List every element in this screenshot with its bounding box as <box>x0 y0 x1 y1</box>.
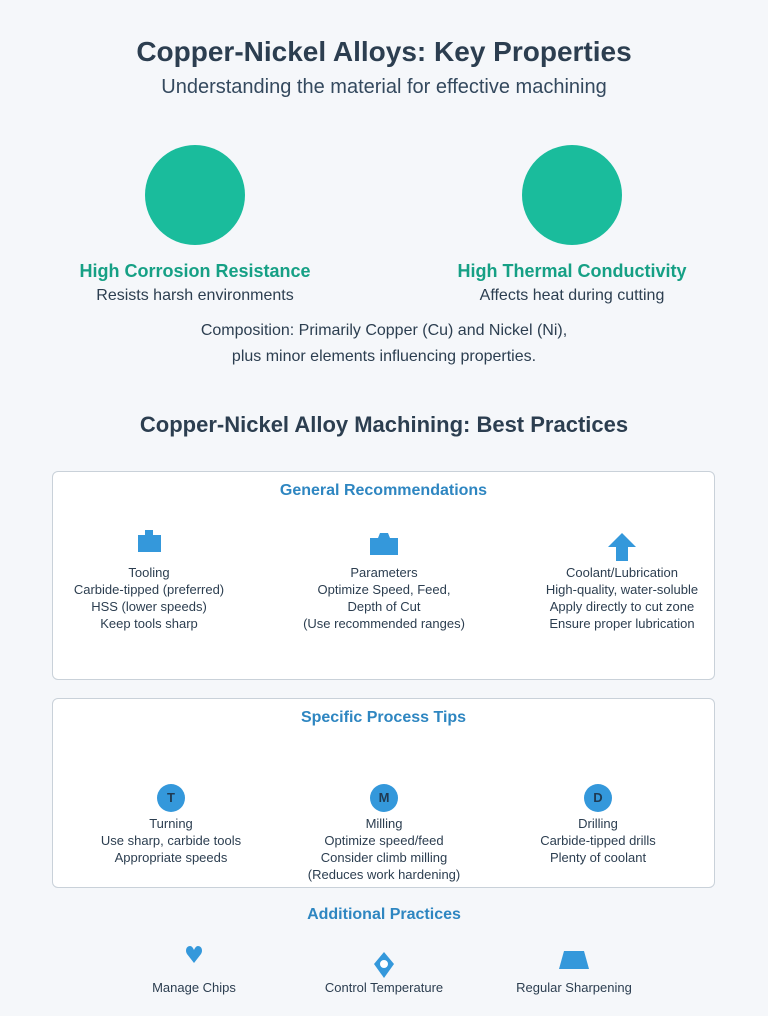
turning-badge-icon: T <box>157 784 185 812</box>
tool-icon <box>137 529 163 553</box>
tooling-line: Carbide-tipped (preferred) <box>73 582 225 597</box>
milling-line: Optimize speed/feed <box>324 833 444 848</box>
drilling-line: Plenty of coolant <box>549 850 647 865</box>
page-subtitle: Understanding the material for effective machining <box>161 76 607 98</box>
drilling-heading: Drilling <box>578 816 618 831</box>
thermal-circle-icon <box>522 145 622 245</box>
milling-line: (Reduces work hardening) <box>307 867 461 882</box>
arrow-up-icon <box>607 532 637 562</box>
regular-sharpening-label: Regular Sharpening <box>516 980 632 995</box>
control-temperature-label: Control Temperature <box>324 980 444 995</box>
temperature-icon <box>373 951 395 979</box>
process-tips-card <box>52 698 715 888</box>
parameters-column <box>274 564 494 632</box>
tooling-heading: Tooling <box>128 565 170 580</box>
property-desc-thermal: Affects heat during cutting <box>479 287 665 304</box>
parameters-line: (Use recommended ranges) <box>303 616 465 631</box>
corrosion-circle-icon <box>145 145 245 245</box>
coolant-heading: Coolant/Lubrication <box>565 565 679 580</box>
milling-line: Consider climb milling <box>320 850 448 865</box>
parameters-heading: Parameters <box>350 565 418 580</box>
general-recommendations-title: General Recommendations <box>279 482 488 499</box>
milling-badge-icon: M <box>370 784 398 812</box>
manage-chips-label: Manage Chips <box>152 980 236 995</box>
composition-line-2: plus minor elements influencing properties. <box>231 348 537 365</box>
process-tips-title: Specific Process Tips <box>300 709 467 726</box>
property-title-corrosion: High Corrosion Resistance <box>79 261 311 281</box>
parameters-line: Optimize Speed, Feed, <box>317 582 451 597</box>
property-title-thermal: High Thermal Conductivity <box>457 261 687 281</box>
drilling-column <box>488 815 708 866</box>
drilling-line: Carbide-tipped drills <box>540 833 656 848</box>
milling-heading: Milling <box>365 816 403 831</box>
additional-practices-title: Additional Practices <box>307 906 461 923</box>
tooling-column <box>39 564 259 632</box>
turning-heading: Turning <box>149 816 193 831</box>
parameters-line: Depth of Cut <box>347 599 421 614</box>
page-title: Copper-Nickel Alloys: Key Properties <box>136 36 632 67</box>
turning-line: Use sharp, carbide tools <box>100 833 242 848</box>
composition-line-1: Composition: Primarily Copper (Cu) and Nickel (Ni), <box>200 322 568 339</box>
milling-column <box>274 815 494 883</box>
general-recommendations-card <box>52 471 715 680</box>
tooling-line: HSS (lower speeds) <box>91 599 207 614</box>
drilling-badge-icon: D <box>584 784 612 812</box>
composition-text <box>84 318 684 370</box>
best-practices-title: Copper-Nickel Alloy Machining: Best Practices <box>139 412 629 437</box>
coolant-line: High-quality, water-soluble <box>545 582 699 597</box>
turning-line: Appropriate speeds <box>114 850 228 865</box>
sharpening-icon <box>558 950 590 970</box>
tooling-line: Keep tools sharp <box>100 616 198 631</box>
chips-icon <box>185 944 203 964</box>
coolant-column <box>512 564 732 632</box>
turning-column <box>61 815 281 866</box>
coolant-line: Apply directly to cut zone <box>549 599 695 614</box>
gauge-icon <box>369 532 399 556</box>
coolant-line: Ensure proper lubrication <box>549 616 695 631</box>
property-desc-corrosion: Resists harsh environments <box>96 287 294 304</box>
